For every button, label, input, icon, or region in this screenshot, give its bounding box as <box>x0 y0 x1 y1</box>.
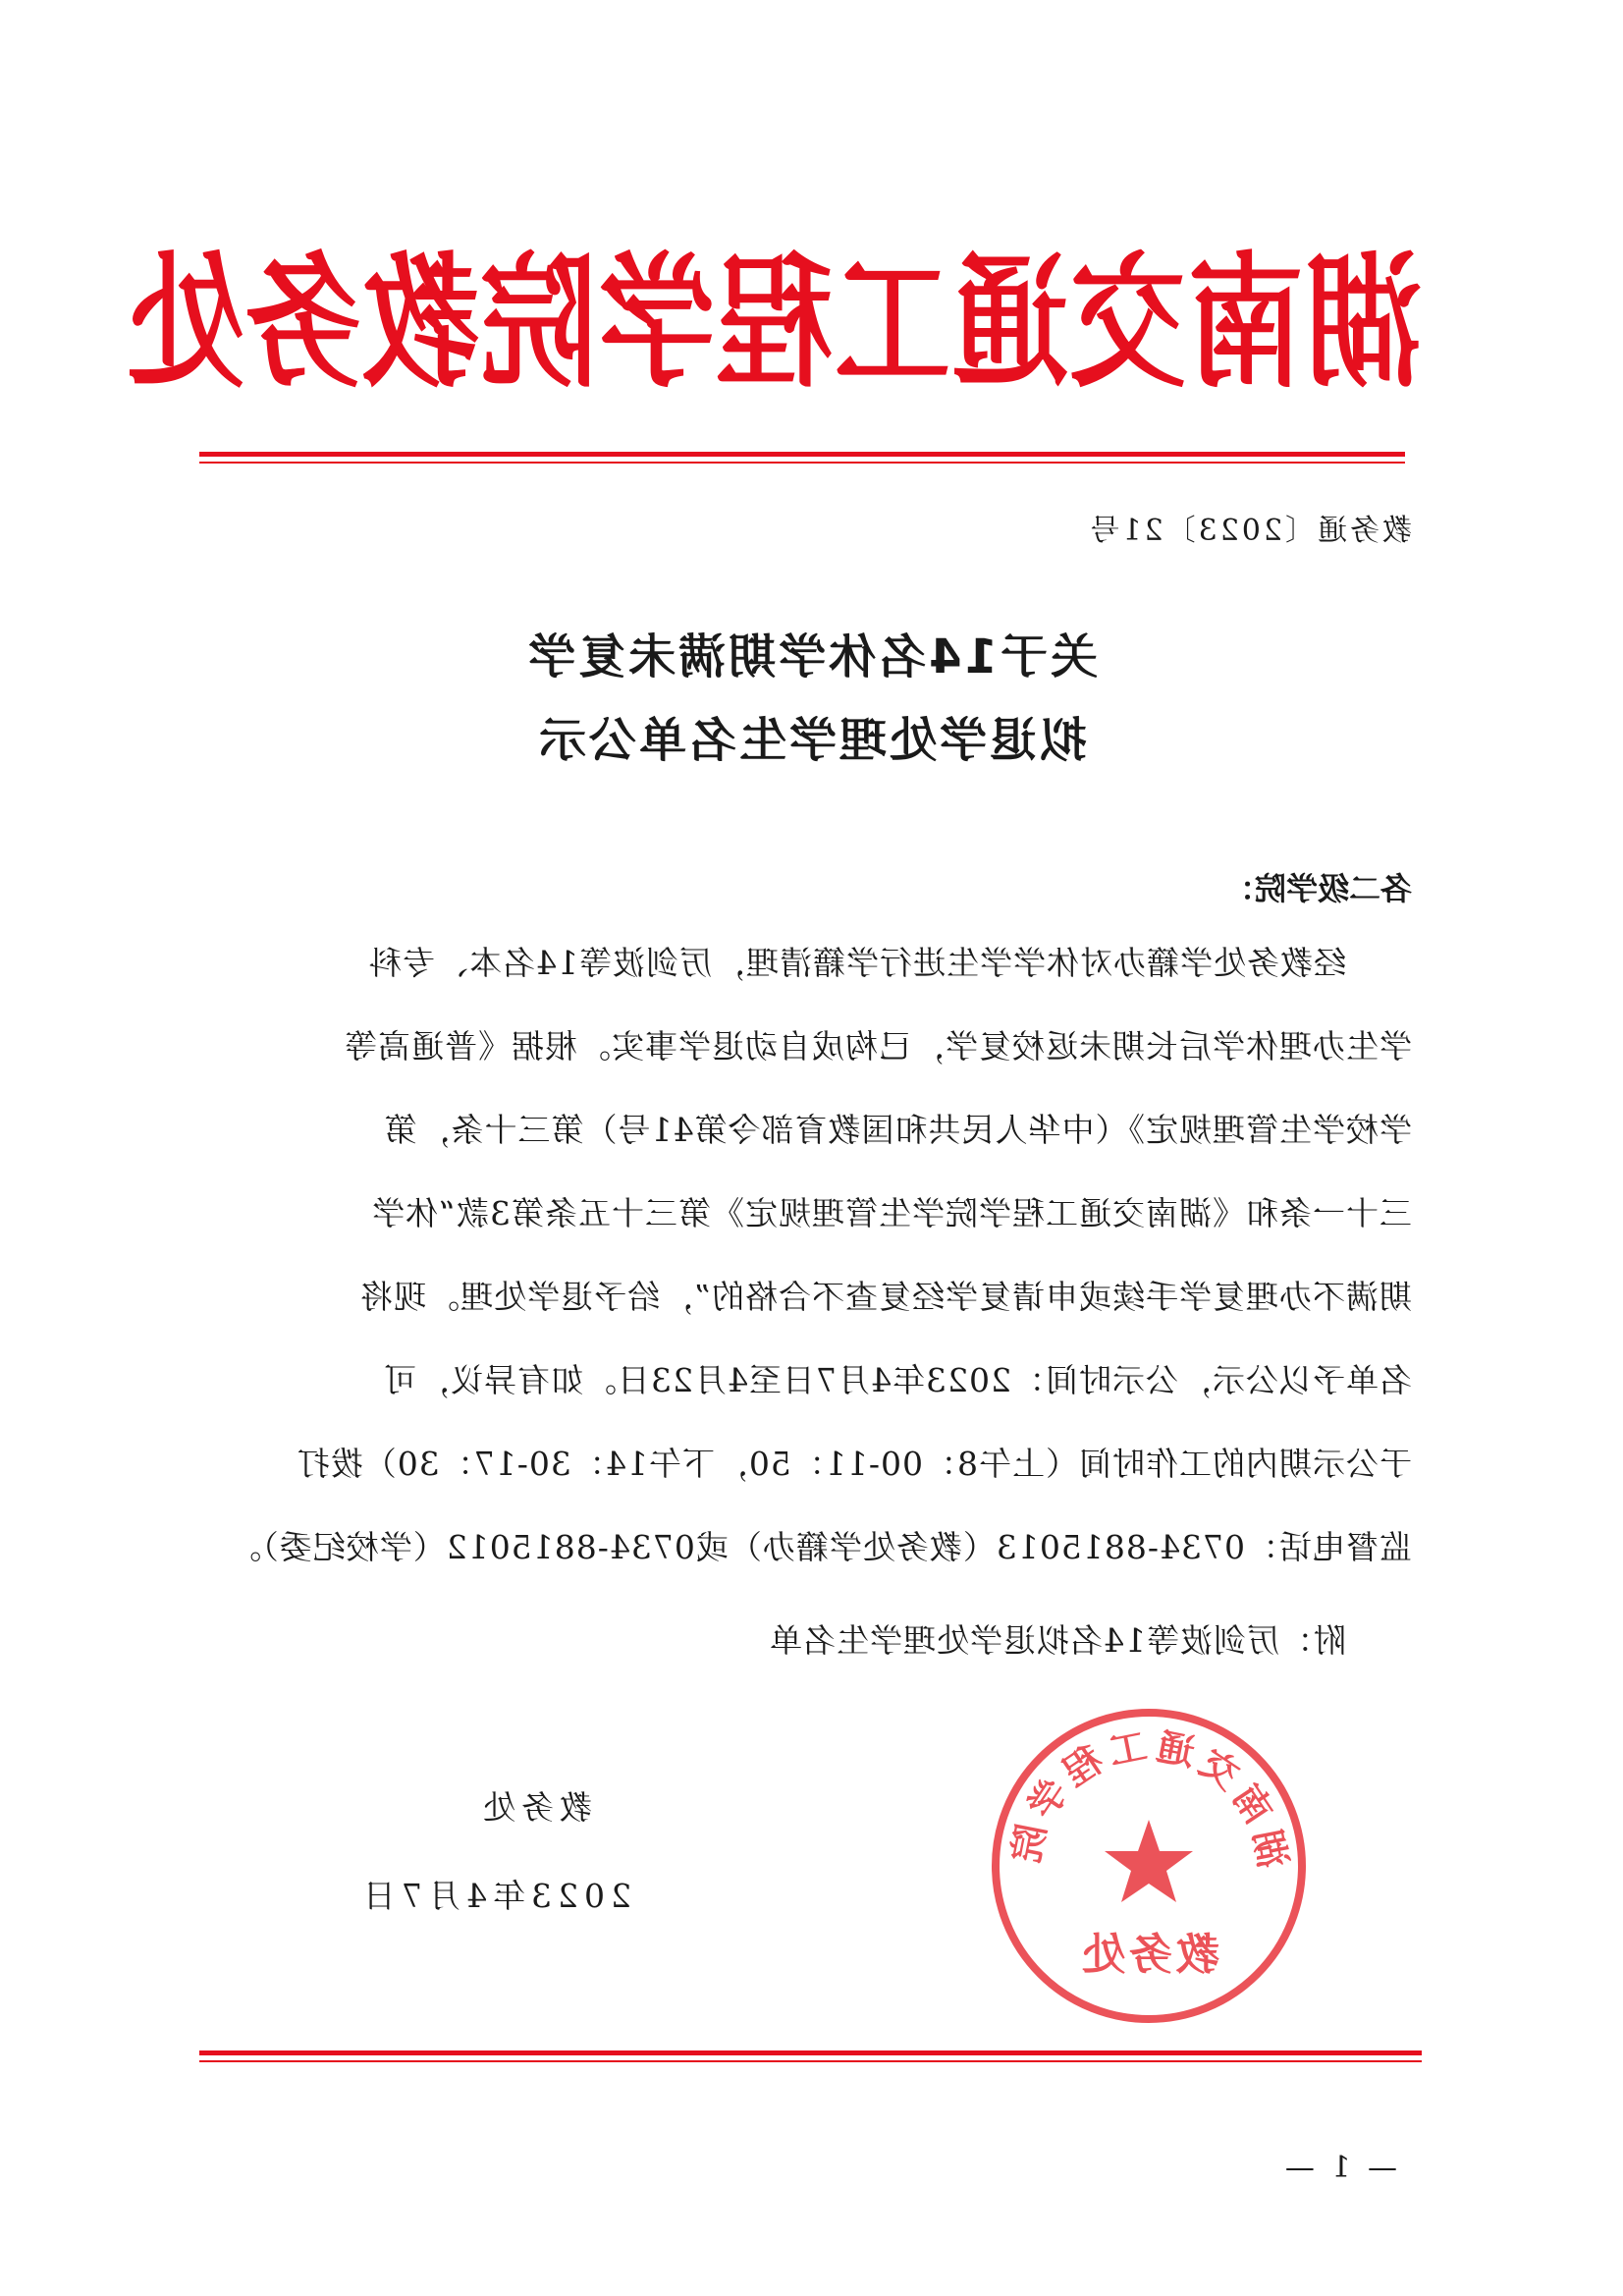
attachment-note: 附：厉剑波等14名拟退学处理学生名单 <box>769 1621 1346 1660</box>
notice-title-line-1: 关于14名休学期满未复学 <box>525 629 1098 684</box>
seal-center-text: 教务处 <box>1078 1930 1219 1980</box>
seal-ring-text: 湖南交通工程学院 <box>1002 1723 1295 1872</box>
footer-rule-thick <box>199 2050 1422 2055</box>
body-paragraph-line: 学校学生管理规定》（中华人民共和国教育部令第41号）第三十条，第 <box>383 1111 1412 1149</box>
notice-title-line-2: 拟退学处理学生名单公示 <box>536 713 1088 768</box>
body-paragraph-line: 名单予以公示，公示时间：2023年4月7日至4月23日。如有异议，可 <box>383 1361 1412 1399</box>
body-paragraph-line: 学生办理休学后长期未返校复学，已构成自动退学事实。根据《普通高等 <box>344 1027 1412 1066</box>
body-paragraph-line: 期满不办理复学手续或申请复学经复查不合格的”，给予退学处理。现将 <box>359 1278 1412 1316</box>
body-paragraph-line: 三十一条和《湖南交通工程学院学生管理规定》第三十五条第3款“休学 <box>371 1194 1412 1232</box>
salutation: 各二级学院： <box>1222 870 1412 907</box>
footer-rule-thin <box>199 2060 1422 2062</box>
header-rule-thin <box>199 462 1405 464</box>
official-seal-stamp <box>987 1704 1311 2028</box>
document-number: 教务通〔2023〕21号 <box>1087 514 1412 548</box>
issuer-header-title: 湖南交通工程学院教务处 <box>125 238 1422 408</box>
body-paragraph-line: 经教务处学籍办对休学学生进行学籍清理，厉剑波等14名本、专科 <box>368 944 1346 982</box>
signature-date: 2023年4月7日 <box>357 1877 631 1915</box>
signature-organization: 教务处 <box>477 1788 592 1827</box>
header-rule-thick <box>199 452 1405 457</box>
page-number: — 1 — <box>1280 2151 1397 2185</box>
body-paragraph-line: 监督电话：0734-8815013（教务处学籍办）或0734-8815012（学校纪委）。 <box>228 1528 1412 1566</box>
body-paragraph-line: 于公示期内的工作时间（上午8：00-11：50，下午14：30-17：30）拨打 <box>296 1445 1412 1483</box>
